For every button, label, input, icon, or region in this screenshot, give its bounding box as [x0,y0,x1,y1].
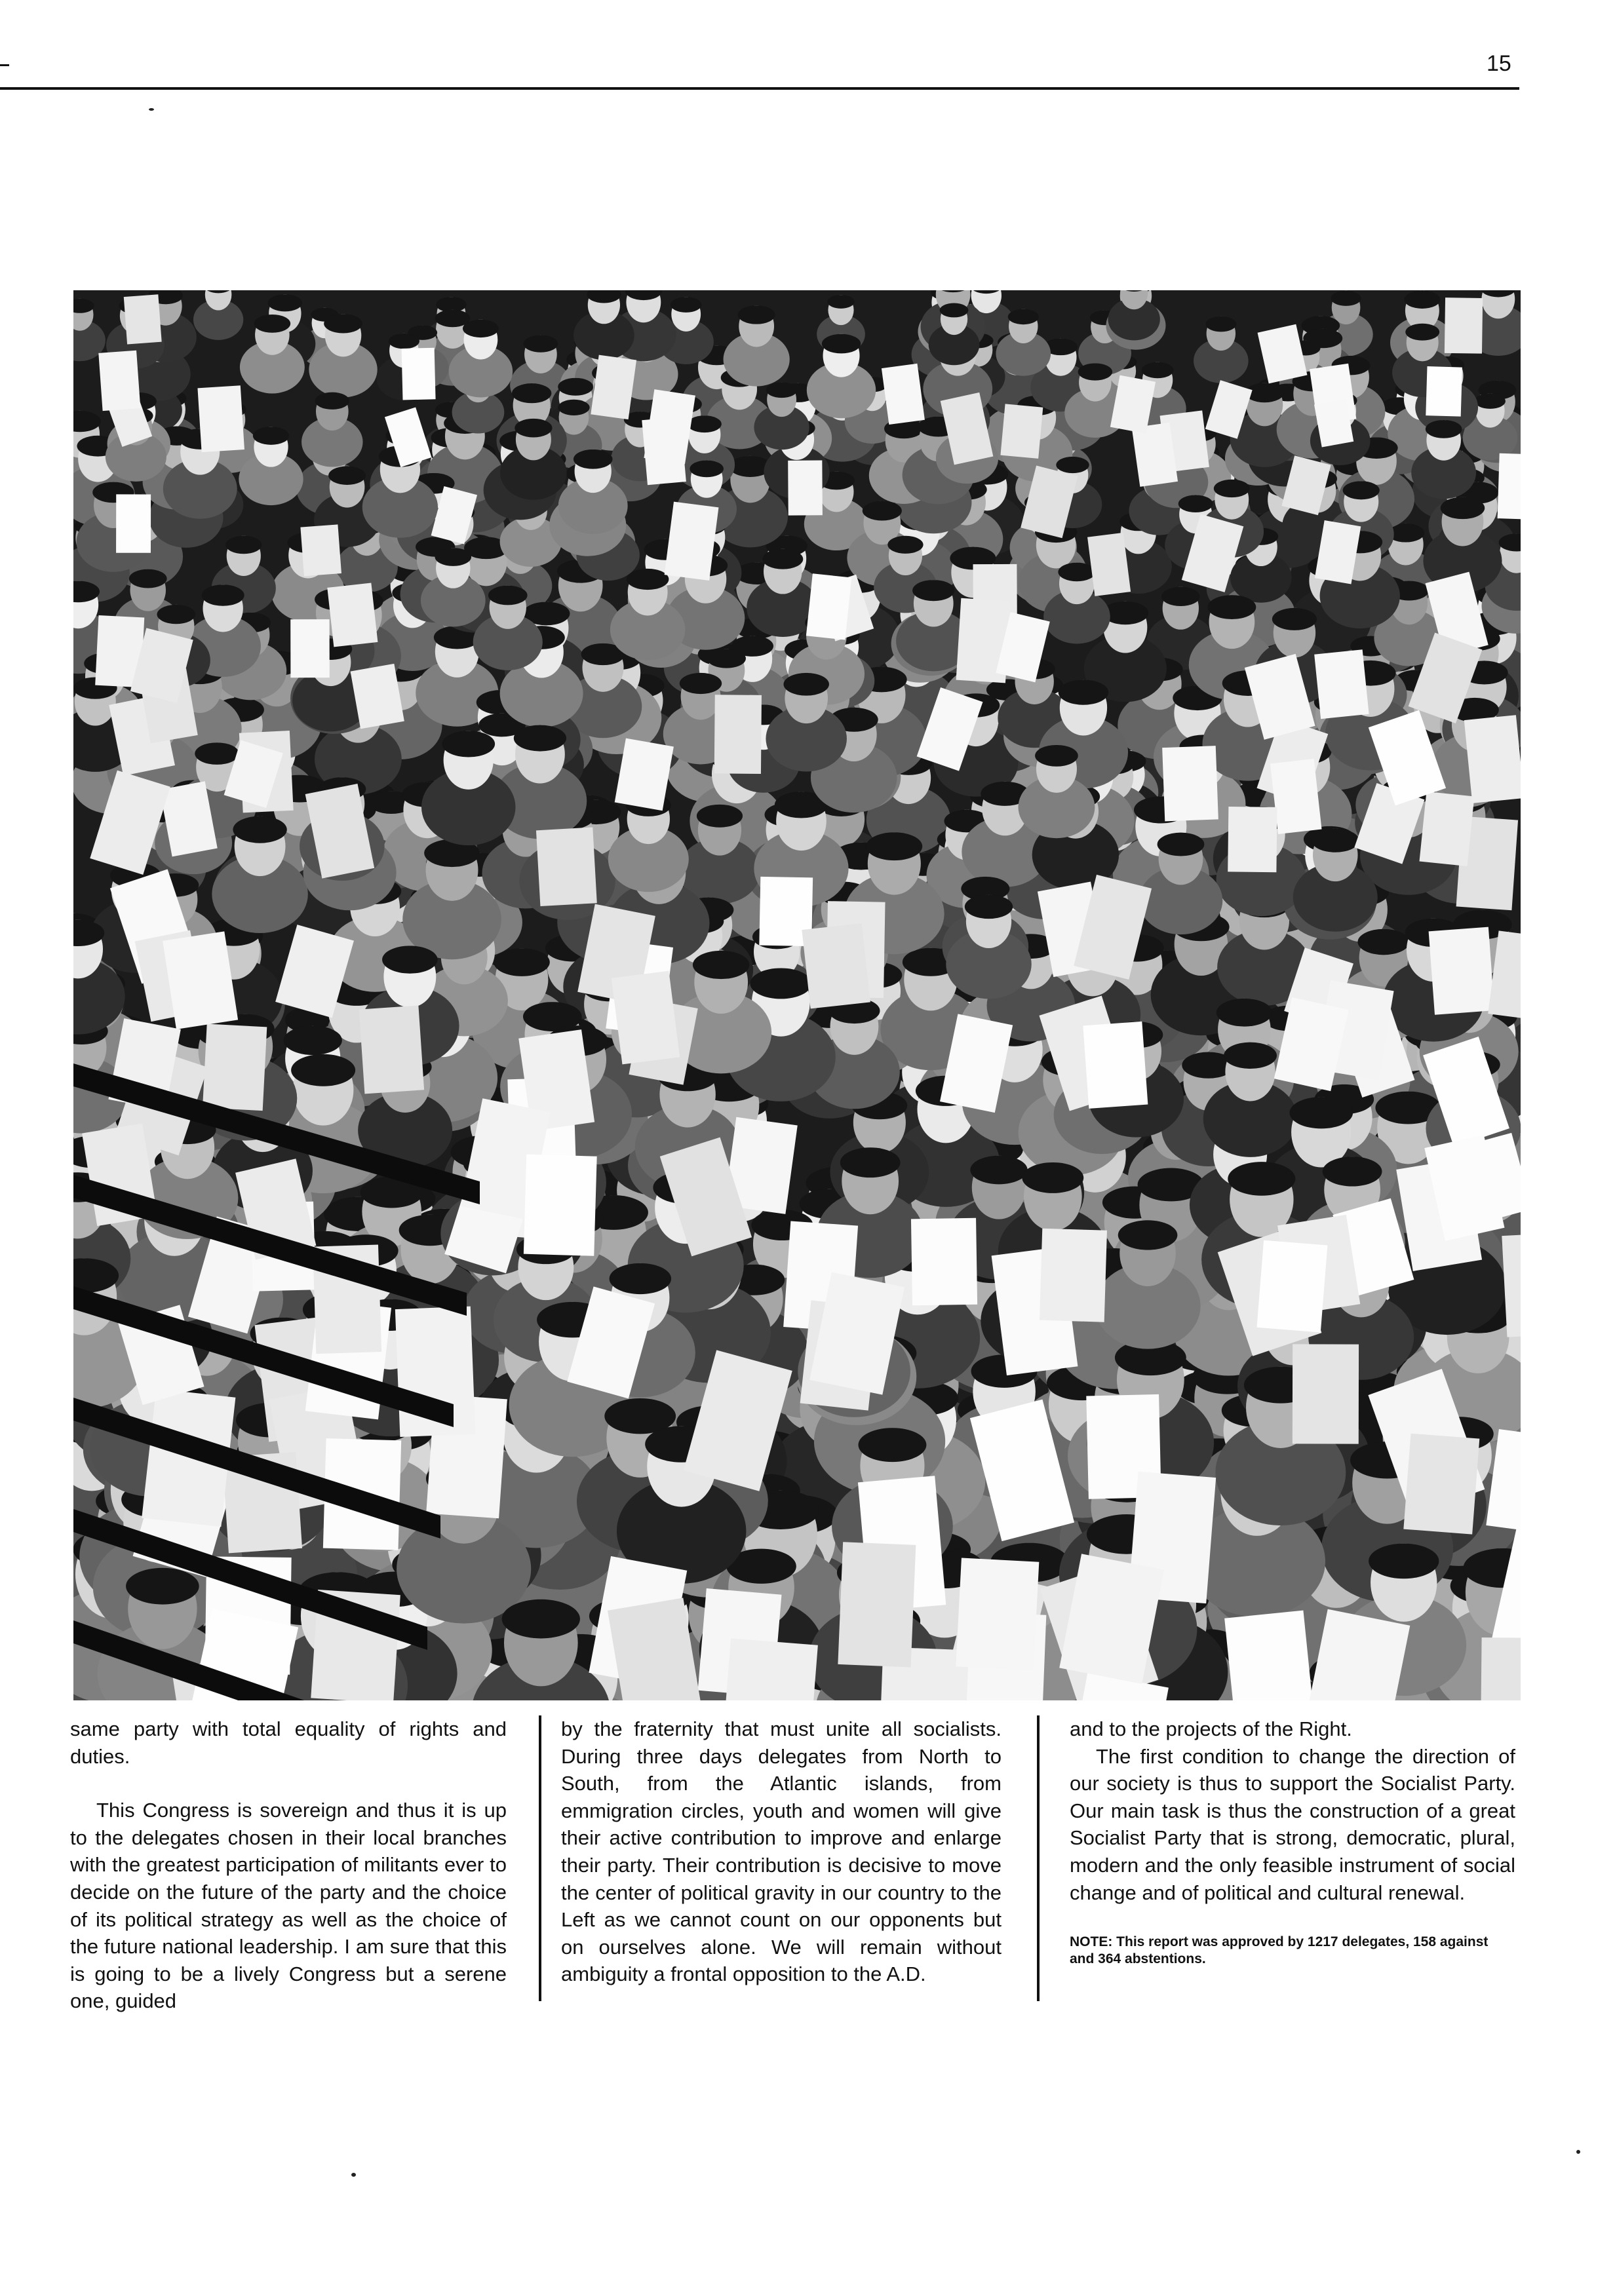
note: NOTE: This report was approved by 1217 delegates, 158 against and 364 abstentions. [1070,1934,1489,1967]
text-column-1 [70,1715,507,2015]
column-divider [1037,1715,1040,2001]
left-edge-tick [0,64,9,74]
paragraph: same party with total equality of rights and duties. [70,1717,507,1768]
paragraph: This Congress is sovereign and thus it is up to the delegates chosen in their local branches with the greatest participation of militants ever to decide on the future of the party and the choice of its political strategy as well as the choice of the future national leadership. I am sure that this is going to be a lively Congress but a serene one, guided [70,1799,507,2013]
print-speck [1576,2150,1580,2154]
header-rule [0,87,1519,90]
paragraph: The first condition to change the direction of our society is thus to support the Socialist Party. Our main task is thus the construction of a great Socialist Party that is strong, democratic, plural, modern and the only feasible instrument of social change and of political and cultural renewal. [1070,1744,1515,1904]
congress-crowd-photo [73,290,1521,1700]
print-speck [149,108,154,111]
crowd-photo-art [73,290,1521,1700]
text-column-2 [561,1715,1002,1988]
paragraph: by the fraternity that must unite all socialists. During three days delegates from North to South, from the Atlantic islands, from emmigration circles, youth and women will give their active contribution to improve and enlarge their party. Their contribution is decisive to move the center of political gravity in our country to the Left as we cannot count on our opponents but on ourselves alone. We will remain without ambiguity a frontal opposition to the A.D. [561,1717,1002,1986]
page-number: 15 [1487,51,1511,76]
column-divider [539,1715,541,2001]
paragraph: and to the projects of the Right. [1070,1717,1352,1740]
text-column-3 [1070,1715,1515,1968]
print-speck [351,2173,356,2177]
